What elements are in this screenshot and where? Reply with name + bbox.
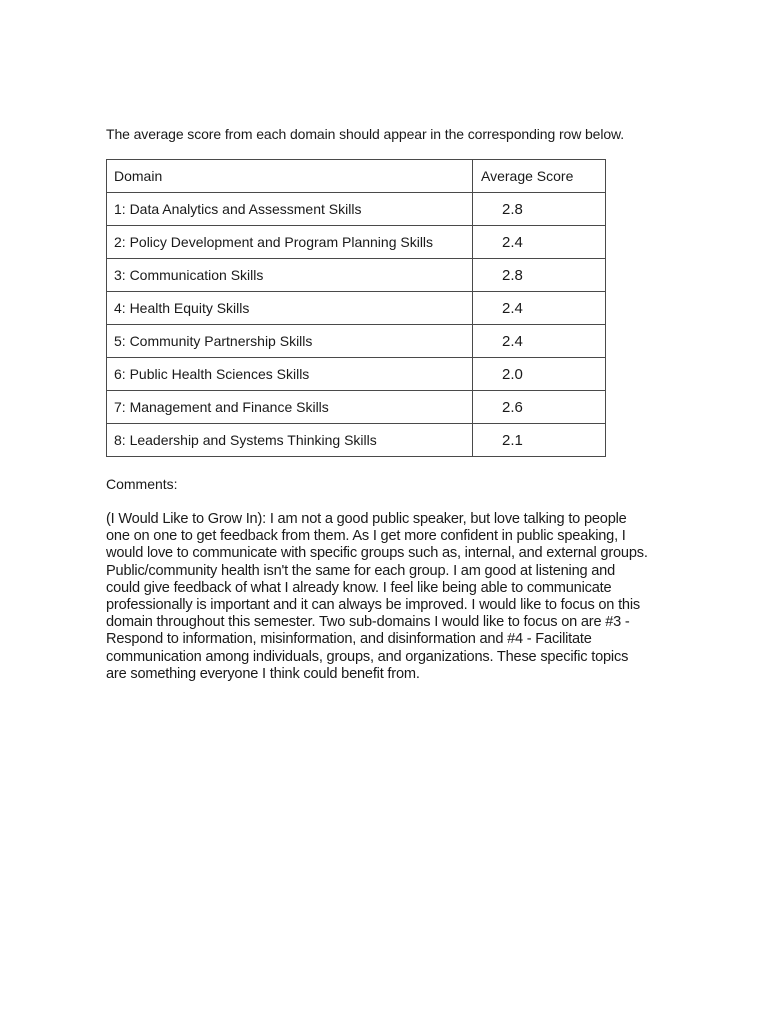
score-cell: 2.0 bbox=[473, 358, 606, 391]
comment-line: Respond to information, misinformation, and disinformation and #4 - Facilitate bbox=[106, 631, 592, 648]
comment-line: domain throughout this semester. Two sub-domains I would like to focus on are #3 - bbox=[106, 614, 630, 631]
domain-cell: 7: Management and Finance Skills bbox=[107, 391, 473, 424]
domain-cell: 4: Health Equity Skills bbox=[107, 292, 473, 325]
comments-text bbox=[106, 511, 666, 683]
domain-cell: 2: Policy Development and Program Planning Skills bbox=[107, 226, 473, 259]
score-cell: 2.1 bbox=[473, 424, 606, 457]
score-cell: 2.4 bbox=[473, 292, 606, 325]
intro-text: The average score from each domain should appear in the corresponding row below. bbox=[106, 126, 625, 142]
domain-cell: 1: Data Analytics and Assessment Skills bbox=[107, 193, 473, 226]
comment-line: one on one to get feedback from them. As I get more confident in public speaking, I bbox=[106, 528, 626, 545]
comment-line: professionally is important and it can always be improved. I would like to focus on this bbox=[106, 596, 640, 613]
domain-score-table bbox=[106, 159, 606, 457]
domain-cell: 8: Leadership and Systems Thinking Skills bbox=[107, 424, 473, 457]
domain-cell: 5: Community Partnership Skills bbox=[107, 325, 473, 358]
score-cell: 2.8 bbox=[473, 259, 606, 292]
header-average-score: Average Score bbox=[473, 160, 606, 193]
table-row bbox=[107, 193, 606, 226]
score-cell: 2.6 bbox=[473, 391, 606, 424]
comment-line: could give feedback of what I already know. I feel like being able to communicate bbox=[106, 579, 612, 596]
comment-line: would love to communicate with specific groups such as, internal, and external groups. bbox=[106, 545, 648, 562]
comments-label: Comments: bbox=[106, 476, 178, 492]
table-row bbox=[107, 292, 606, 325]
score-cell: 2.4 bbox=[473, 226, 606, 259]
domain-cell: 6: Public Health Sciences Skills bbox=[107, 358, 473, 391]
table-row bbox=[107, 391, 606, 424]
header-domain: Domain bbox=[107, 160, 473, 193]
table-header-row bbox=[107, 160, 606, 193]
score-cell: 2.4 bbox=[473, 325, 606, 358]
table-row bbox=[107, 259, 606, 292]
table-row bbox=[107, 358, 606, 391]
comment-line: Public/community health isn't the same for each group. I am good at listening and bbox=[106, 562, 616, 579]
domain-cell: 3: Communication Skills bbox=[107, 259, 473, 292]
table-row bbox=[107, 424, 606, 457]
table-row bbox=[107, 226, 606, 259]
comment-line: communication among individuals, groups, and organizations. These specific topics bbox=[106, 648, 629, 665]
score-cell: 2.8 bbox=[473, 193, 606, 226]
table-row bbox=[107, 325, 606, 358]
comment-line: (I Would Like to Grow In): I am not a good public speaker, but love talking to people bbox=[106, 511, 627, 527]
comment-line: are something everyone I think could benefit from. bbox=[106, 665, 420, 682]
